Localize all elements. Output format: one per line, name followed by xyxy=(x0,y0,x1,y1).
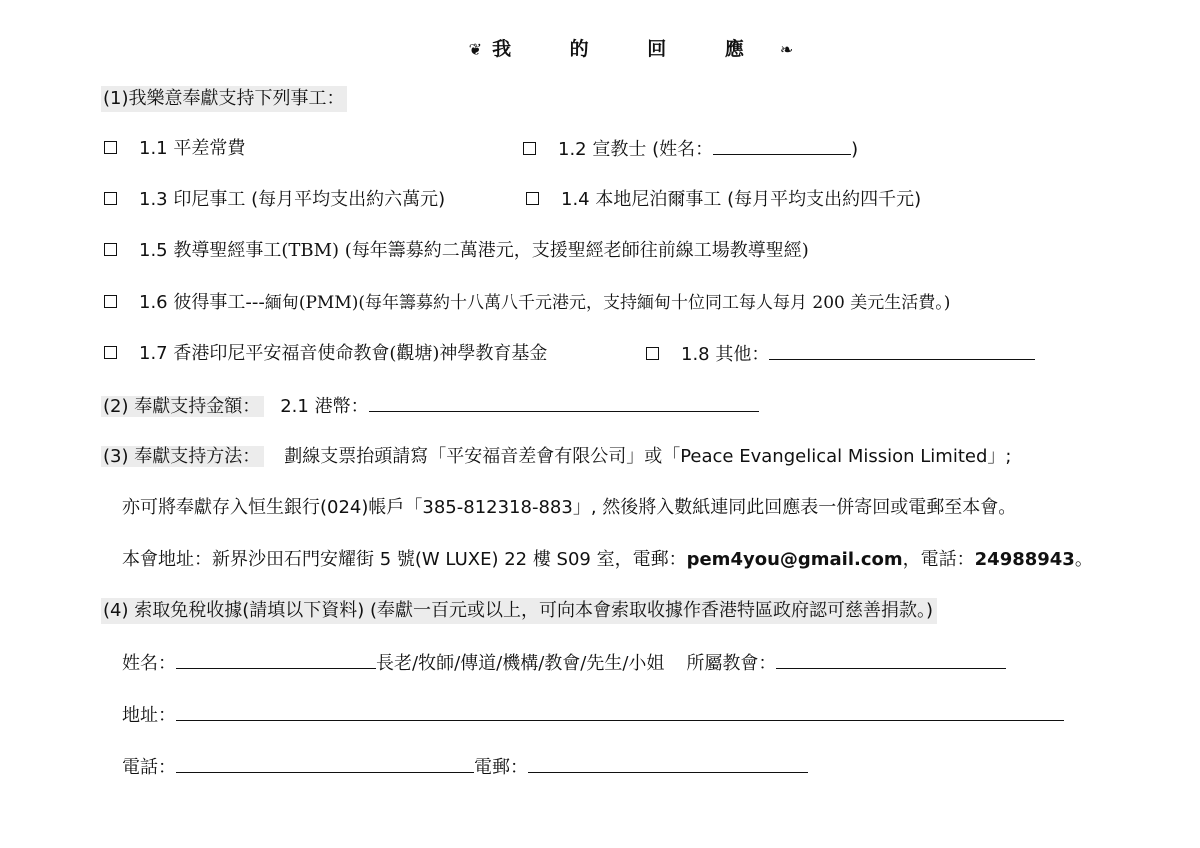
item-1-4[interactable] xyxy=(526,187,921,213)
church-label: 所屬教會： xyxy=(686,653,777,674)
phone-number: 24988943 xyxy=(974,549,1075,570)
item-1-2[interactable] xyxy=(523,136,858,163)
section1-heading: (1)我樂意奉獻支持下列事工： xyxy=(101,86,347,112)
checkbox[interactable] xyxy=(526,192,539,205)
item-1-7[interactable] xyxy=(104,341,547,367)
amount-label: 2.1 港幣： xyxy=(280,396,369,417)
address-text: 本會地址：新界沙田石門安耀街 5 號(W LUXE) 22 樓 S09 室，電郵： xyxy=(122,549,687,570)
section2-heading: (2) 奉獻支持金額： xyxy=(101,396,264,417)
phone-prefix: ，電話： xyxy=(902,549,975,570)
contact-row xyxy=(122,754,808,781)
item-1-1[interactable] xyxy=(104,136,245,162)
item-detail: 緬甸(PMM)(每年籌募約十八萬八千元港元，支持緬甸十位同工每人每月 200 美元生活費。) xyxy=(264,293,951,313)
email-field[interactable] xyxy=(528,754,808,773)
bank-instruction: 亦可將奉獻存入恒生銀行(024)帳戶「385-812318-883」, 然後將入數紙連同此回應表一併寄回或電郵至本會。 xyxy=(122,497,1017,518)
phone-label: 電話： xyxy=(122,757,176,778)
checkbox[interactable] xyxy=(523,142,536,155)
section2 xyxy=(101,393,759,420)
item-label: 1.3 印尼事工 (每月平均支出約六萬元) xyxy=(139,189,446,210)
item-1-5[interactable] xyxy=(104,238,809,264)
item-detail: (TBM) (每年籌募約二萬港元，支援聖經老師往前線工場教導聖經) xyxy=(281,240,809,261)
other-field[interactable] xyxy=(769,341,1035,360)
page-title xyxy=(0,34,1200,61)
phone-field[interactable] xyxy=(176,754,474,773)
right-ornament-icon: ❧ xyxy=(779,40,794,59)
end-mark: 。 xyxy=(1074,549,1093,570)
item-label: 1.5 教導聖經事工 xyxy=(139,240,282,261)
left-ornament-icon: ❦ xyxy=(468,40,483,59)
amount-field[interactable] xyxy=(369,393,759,412)
section4-heading: (4) 索取免稅收據(請填以下資料) (奉獻一百元或以上，可向本會索取收據作香港特區政府認可慈善捐款。) xyxy=(101,598,937,624)
item-label: 1.2 宣教士 (姓名： xyxy=(558,139,714,160)
name-label: 姓名： xyxy=(122,653,176,674)
item-1-3[interactable] xyxy=(104,187,445,213)
name-row xyxy=(122,650,1006,677)
address-label: 地址： xyxy=(122,705,176,726)
name-field[interactable] xyxy=(176,650,376,669)
item-label: 1.7 xyxy=(139,343,174,364)
item-1-6[interactable] xyxy=(104,290,950,316)
contact-line xyxy=(122,547,1093,573)
checkbox[interactable] xyxy=(104,192,117,205)
email-label: 電郵： xyxy=(474,757,528,778)
checkbox[interactable] xyxy=(104,243,117,256)
cheque-instruction: 劃線支票抬頭請寫「平安福音差會有限公司」或「Peace Evangelical Mission Limited」; xyxy=(284,446,1012,467)
section3-heading: (3) 奉獻支持方法： xyxy=(101,446,264,467)
missionary-name-field[interactable] xyxy=(713,136,851,155)
item-label: 1.1 平差常費 xyxy=(139,138,246,159)
item-label: 1.4 本地尼泊爾事工 (每月平均支出約四千元) xyxy=(561,189,922,210)
item-1-8[interactable] xyxy=(646,341,1035,368)
checkbox[interactable] xyxy=(104,346,117,359)
church-field[interactable] xyxy=(776,650,1006,669)
section3 xyxy=(101,444,1011,470)
address-field[interactable] xyxy=(176,702,1064,721)
item-label: 1.6 彼得事工--- xyxy=(139,292,265,313)
title-text: 我 的 回 應 xyxy=(492,38,770,60)
item-suffix: ) xyxy=(851,139,859,160)
checkbox[interactable] xyxy=(104,295,117,308)
checkbox[interactable] xyxy=(646,347,659,360)
title-options: 長老/牧師/傳道/機構/教會/先生/小姐 xyxy=(376,653,665,674)
checkbox[interactable] xyxy=(104,141,117,154)
item-detail: 香港印尼平安福音使命教會(觀塘)神學教育基金 xyxy=(173,343,548,364)
item-label: 1.8 其他： xyxy=(681,344,770,365)
address-row xyxy=(122,702,1064,729)
email-link[interactable]: pem4you@gmail.com xyxy=(686,549,903,570)
